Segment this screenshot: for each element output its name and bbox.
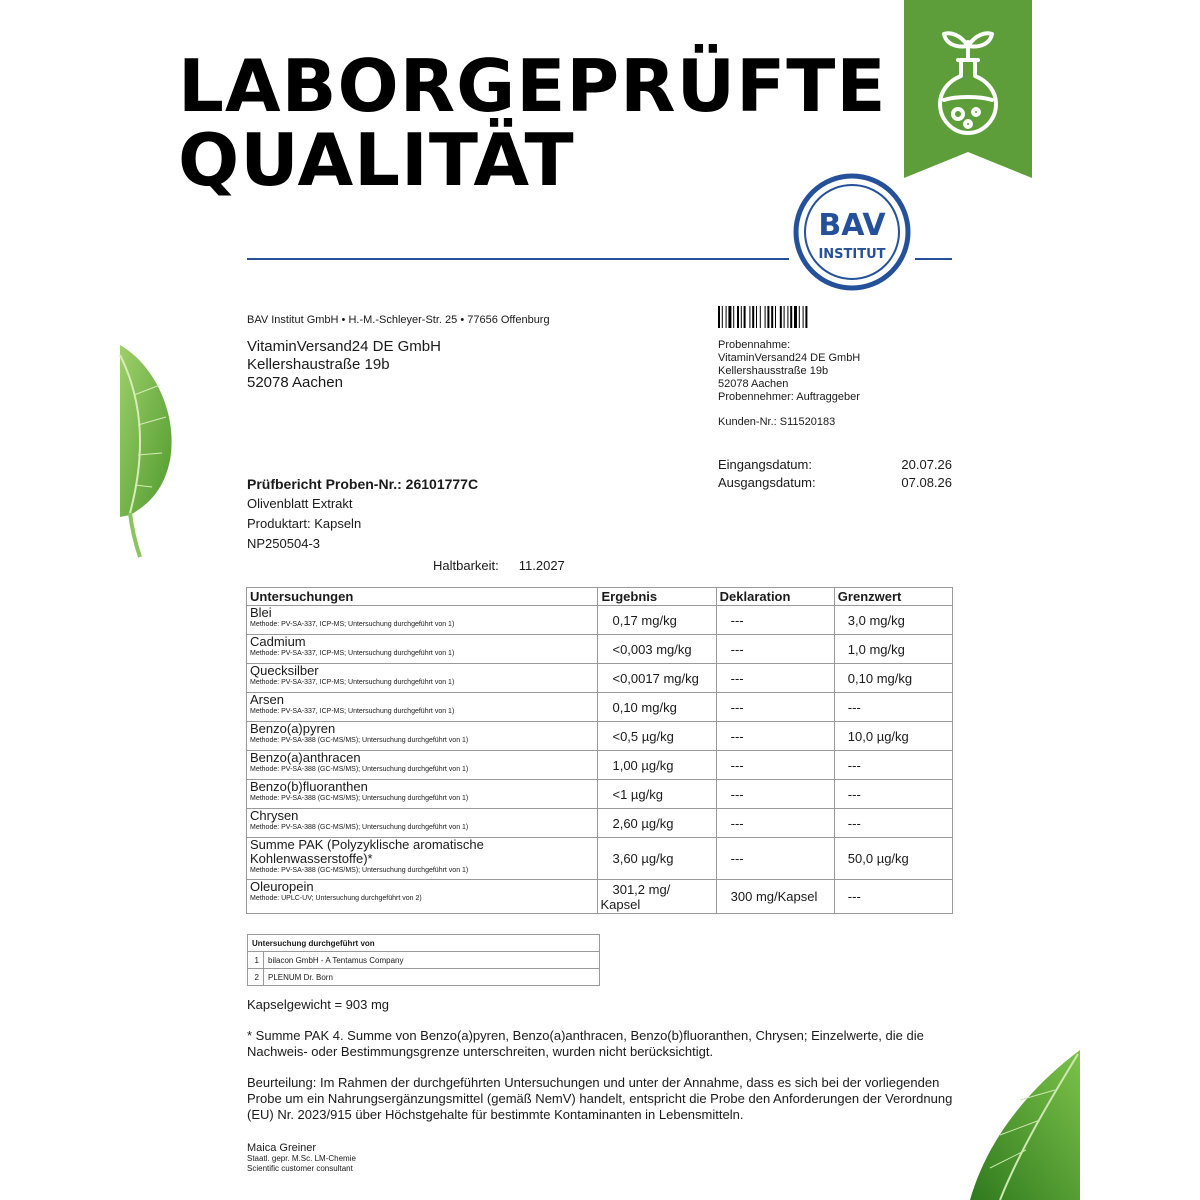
declaration-value: 300 mg/Kapsel — [716, 880, 834, 914]
test-name: Arsen — [250, 692, 284, 707]
barcode-bar — [765, 306, 766, 328]
assessment: Beurteilung: Im Rahmen der durchgeführten Untersuchungen und unter der Annahme, dass es sich bei der vorliegenden Probe um ein Nahrungsergänzungsmittel (gemäß NemV) handelt, entspricht die Probe den Anforderungen der Verordnung (EU) Nr. 2023/915 über Höchstgehalte für bestimmte Kontaminanten in Lebensmitteln. — [247, 1075, 953, 1122]
limit-value: --- — [834, 809, 952, 838]
barcode-bar — [722, 306, 723, 328]
declaration-value: --- — [716, 722, 834, 751]
declaration-value: --- — [716, 693, 834, 722]
product-type: Produktart: Kapseln — [247, 516, 362, 531]
labs-header: Untersuchung durchgeführt von — [248, 935, 600, 952]
test-name-cell — [247, 722, 598, 751]
barcode-bar — [752, 306, 754, 328]
received-date-label: Eingangsdatum: — [718, 457, 812, 472]
test-name: Benzo(a)anthracen — [250, 750, 361, 765]
test-method: Methode: UPLC-UV; Untersuchung durchgeführt von 2) — [250, 895, 422, 902]
seal-institut-text: INSTITUT — [818, 247, 886, 262]
customer-number: Kunden-Nr.: S11520183 — [718, 416, 836, 428]
signer-name: Maica Greiner — [247, 1142, 317, 1154]
table-row — [247, 880, 953, 914]
table-row — [247, 664, 953, 693]
test-method: Methode: PV-SA-388 (GC-MS/MS); Untersuchung durchgeführt von 1) — [250, 737, 469, 744]
test-name: Oleuropein — [250, 879, 314, 894]
headline-line-1: LABORGEPRÜFTE — [178, 44, 887, 128]
header-limit: Grenzwert — [834, 588, 952, 606]
barcode-bar — [803, 306, 804, 328]
result-value-line-1: 301,2 mg/ — [612, 881, 671, 897]
barcode-bar — [728, 306, 731, 328]
declaration-value: --- — [716, 780, 834, 809]
table-row — [247, 693, 953, 722]
footnote: * Summe PAK 4. Summe von Benzo(a)pyren, Benzo(a)anthracen, Benzo(b)fluoranthen, Chrysen; Einzelwerte, die die Nachweis- oder Bestimmungsgrenze unterschreiten, wurden nicht berücksichtigt. — [247, 1028, 924, 1059]
result-value: 3,60 µg/kg — [598, 838, 716, 880]
result-value-line-2: Kapsel — [600, 896, 641, 912]
test-name-cell — [247, 751, 598, 780]
leaf-decoration-right — [960, 1040, 1200, 1200]
test-name: Quecksilber — [250, 663, 319, 678]
limit-value: --- — [834, 693, 952, 722]
limit-value: 1,0 mg/kg — [834, 635, 952, 664]
barcode-bar — [718, 306, 720, 328]
product-name: Olivenblatt Extrakt — [247, 496, 353, 511]
recipient-street: Kellershaustraße 19b — [247, 356, 390, 373]
barcode-bar — [733, 306, 734, 328]
test-name-cell — [247, 664, 598, 693]
declaration-value: --- — [716, 838, 834, 880]
test-name: Benzo(b)fluoranthen — [250, 779, 368, 794]
declaration-value: --- — [716, 664, 834, 693]
barcode-bar — [741, 306, 742, 328]
sample-taker: Probennehmer: Auftraggeber — [718, 391, 860, 403]
signer-title: Staatl. gepr. M.Sc. LM-Chemie — [247, 1154, 356, 1163]
test-name-cell — [247, 693, 598, 722]
recipient-city: 52078 Aachen — [247, 374, 343, 391]
limit-value: 0,10 mg/kg — [834, 664, 952, 693]
barcode-bar — [756, 306, 757, 328]
header-tests: Untersuchungen — [247, 588, 598, 606]
barcode-bar — [780, 306, 782, 328]
shelf-life-value: 11.2027 — [518, 558, 565, 573]
result-value: <0,003 mg/kg — [598, 635, 716, 664]
result-value: 1,00 µg/kg — [598, 751, 716, 780]
bav-institut-seal — [792, 172, 912, 292]
barcode-bar — [737, 306, 739, 328]
recipient-address — [247, 338, 441, 392]
flask-with-sprout-icon — [904, 0, 1032, 178]
test-method: Methode: PV-SA-337, ICP-MS; Untersuchung durchgeführt von 1) — [250, 708, 455, 715]
barcode — [718, 306, 858, 328]
limit-value: 10,0 µg/kg — [834, 722, 952, 751]
test-method: Methode: PV-SA-388 (GC-MS/MS); Untersuchung durchgeführt von 1) — [250, 795, 469, 802]
headline-line-2: QUALITÄT — [178, 118, 575, 202]
signer-role: Scientific customer consultant — [247, 1164, 353, 1173]
barcode-bar — [771, 306, 773, 328]
test-name-cell — [247, 838, 598, 880]
results-table — [246, 587, 953, 914]
declaration-value: --- — [716, 635, 834, 664]
sender-address: BAV Institut GmbH • H.-M.-Schleyer-Str. 25 • 77656 Offenburg — [247, 314, 550, 326]
issued-date-value: 07.08.26 — [901, 475, 952, 490]
table-row — [247, 780, 953, 809]
table-row — [247, 809, 953, 838]
declaration-value: --- — [716, 751, 834, 780]
result-cell — [598, 880, 716, 914]
shelf-life — [433, 558, 565, 573]
limit-value: 50,0 µg/kg — [834, 838, 952, 880]
sample-info — [718, 339, 860, 404]
result-value: 2,60 µg/kg — [598, 809, 716, 838]
barcode-bar — [799, 306, 800, 328]
test-method: Methode: PV-SA-388 (GC-MS/MS); Untersuchung durchgeführt von 1) — [250, 867, 469, 874]
recipient-company: VitaminVersand24 DE GmbH — [247, 338, 441, 355]
lab-row — [248, 969, 600, 986]
declaration-value: --- — [716, 809, 834, 838]
leaf-decoration-left — [100, 345, 190, 560]
test-method: Methode: PV-SA-337, ICP-MS; Untersuchung durchgeführt von 1) — [250, 621, 455, 628]
test-name-cell — [247, 780, 598, 809]
declaration-value: --- — [716, 606, 834, 635]
seal-bav-text: BAV — [818, 208, 886, 243]
test-name: Cadmium — [250, 634, 306, 649]
sample-label: Probennahme: — [718, 339, 791, 351]
test-name: Blei — [250, 605, 272, 620]
test-name-cell — [247, 635, 598, 664]
shelf-life-label: Haltbarkeit: — [433, 558, 499, 573]
table-row — [247, 722, 953, 751]
barcode-bar — [775, 306, 776, 328]
result-value: <0,5 µg/kg — [598, 722, 716, 751]
barcode-bar — [760, 306, 761, 328]
barcode-bar — [790, 306, 792, 328]
sample-city: 52078 Aachen — [718, 378, 789, 390]
limit-value: --- — [834, 880, 952, 914]
barcode-bar — [805, 306, 807, 328]
test-method: Methode: PV-SA-388 (GC-MS/MS); Untersuchung durchgeführt von 1) — [250, 824, 469, 831]
test-name-cell — [247, 606, 598, 635]
lab-name: bilacon GmbH - A Tentamus Company — [264, 952, 600, 969]
test-name: Chrysen — [250, 808, 299, 823]
test-method: Methode: PV-SA-337, ICP-MS; Untersuchung durchgeführt von 1) — [250, 650, 455, 657]
barcode-bar — [767, 306, 769, 328]
table-row — [247, 751, 953, 780]
issued-date-label: Ausgangsdatum: — [718, 475, 816, 490]
limit-value: --- — [834, 751, 952, 780]
header-declaration: Deklaration — [716, 588, 834, 606]
lab-row — [248, 952, 600, 969]
limit-value: --- — [834, 780, 952, 809]
result-value: <1 µg/kg — [598, 780, 716, 809]
barcode-bar — [784, 306, 785, 328]
test-name: Benzo(a)pyren — [250, 721, 336, 736]
table-row — [247, 635, 953, 664]
header-rule-left — [247, 258, 789, 260]
results-header-row — [247, 588, 953, 606]
sample-company: VitaminVersand24 DE GmbH — [718, 352, 861, 364]
capsule-weight: Kapselgewicht = 903 mg — [247, 997, 390, 1012]
test-name: Summe PAK (Polyzyklische aromatische Kohlenwasserstoffe)* — [250, 837, 484, 866]
limit-value: 3,0 mg/kg — [834, 606, 952, 635]
result-value: 0,10 mg/kg — [598, 693, 716, 722]
lab-number: 1 — [248, 952, 264, 969]
result-value: 0,17 mg/kg — [598, 606, 716, 635]
sample-street: Kellershausstraße 19b — [718, 365, 829, 377]
test-method: Methode: PV-SA-388 (GC-MS/MS); Untersuchung durchgeführt von 1) — [250, 766, 469, 773]
batch-number: NP250504-3 — [247, 536, 320, 551]
lab-number: 2 — [248, 969, 264, 986]
table-row — [247, 606, 953, 635]
header-result: Ergebnis — [598, 588, 716, 606]
test-name-cell — [247, 880, 598, 914]
barcode-bar — [794, 306, 797, 328]
header-rule-right — [915, 258, 952, 260]
barcode-bar — [744, 306, 746, 328]
barcode-bar — [726, 306, 727, 328]
labs-table — [247, 934, 600, 986]
barcode-bar — [749, 306, 750, 328]
test-method: Methode: PV-SA-337, ICP-MS; Untersuchung durchgeführt von 1) — [250, 679, 455, 686]
barcode-bar — [787, 306, 788, 328]
result-value: <0,0017 mg/kg — [598, 664, 716, 693]
lab-name: PLENUM Dr. Born — [264, 969, 600, 986]
report-info — [247, 474, 478, 554]
test-name-cell — [247, 809, 598, 838]
dates-block — [718, 456, 952, 492]
signature-block — [247, 1142, 356, 1174]
table-row — [247, 838, 953, 880]
report-title: Prüfbericht Proben-Nr.: 26101777C — [247, 476, 479, 492]
received-date-value: 20.07.26 — [901, 457, 952, 472]
